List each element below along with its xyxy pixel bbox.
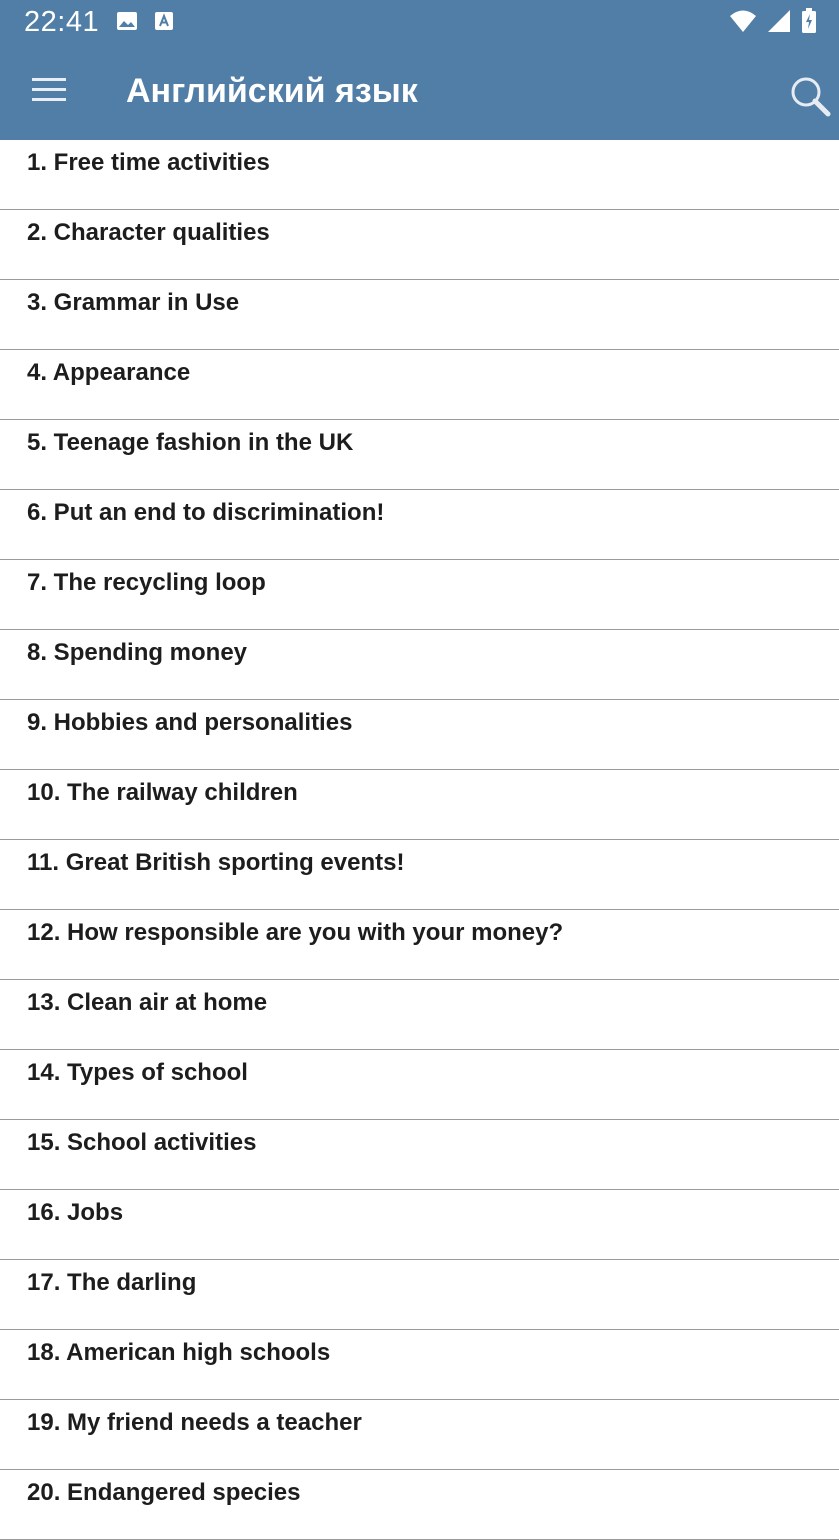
list-item[interactable] [0, 560, 839, 630]
list-item[interactable] [0, 840, 839, 910]
list-item-label: 4. Appearance [27, 359, 191, 386]
list-item[interactable] [0, 1260, 839, 1330]
topic-list [0, 140, 839, 1540]
list-item-label: 16. Jobs [27, 1199, 124, 1226]
list-item-label: 18. American high schools [27, 1339, 331, 1366]
list-item-label: 3. Grammar in Use [27, 289, 240, 316]
hamburger-menu-icon[interactable] [32, 78, 66, 106]
list-item[interactable] [0, 630, 839, 700]
list-item-label: 15. School activities [27, 1129, 257, 1156]
app-bar [0, 0, 839, 140]
list-item[interactable] [0, 280, 839, 350]
list-item-label: 9. Hobbies and personalities [27, 709, 353, 736]
search-icon[interactable] [788, 74, 832, 118]
list-item-label: 1. Free time activities [27, 149, 270, 176]
status-icons-left [116, 10, 174, 32]
image-icon [116, 10, 138, 32]
list-item-label: 14. Types of school [27, 1059, 248, 1086]
page-title: Английский язык [126, 72, 418, 110]
status-time: 22:41 [24, 6, 100, 38]
list-item[interactable] [0, 140, 839, 210]
list-item-label: 17. The darling [27, 1269, 197, 1296]
list-item-label: 7. The recycling loop [27, 569, 266, 596]
list-item[interactable] [0, 420, 839, 490]
list-item-label: 20. Endangered species [27, 1479, 301, 1506]
list-item-label: 2. Character qualities [27, 219, 270, 246]
wifi-icon [729, 9, 757, 33]
list-item-label: 12. How responsible are you with your money? [27, 919, 564, 946]
list-item-label: 8. Spending money [27, 639, 248, 666]
list-item[interactable] [0, 350, 839, 420]
list-item[interactable] [0, 1120, 839, 1190]
list-item[interactable] [0, 770, 839, 840]
list-item-label: 5. Teenage fashion in the UK [27, 429, 354, 456]
list-item-label: 11. Great British sporting events! [27, 849, 405, 876]
list-item[interactable] [0, 490, 839, 560]
list-item-label: 6. Put an end to discrimination! [27, 499, 385, 526]
list-item[interactable] [0, 700, 839, 770]
list-item[interactable] [0, 910, 839, 980]
battery-icon [801, 8, 817, 34]
list-item-label: 13. Clean air at home [27, 989, 268, 1016]
list-item-label: 19. My friend needs a teacher [27, 1409, 362, 1436]
list-item[interactable] [0, 210, 839, 280]
list-item[interactable] [0, 1330, 839, 1400]
list-item[interactable] [0, 1190, 839, 1260]
list-item[interactable] [0, 1400, 839, 1470]
signal-icon [767, 9, 791, 33]
font-a-icon [154, 10, 174, 32]
list-item[interactable] [0, 1470, 839, 1540]
status-icons-right [729, 8, 817, 34]
list-item[interactable] [0, 1050, 839, 1120]
list-item-label: 10. The railway children [27, 779, 298, 806]
list-item[interactable] [0, 980, 839, 1050]
